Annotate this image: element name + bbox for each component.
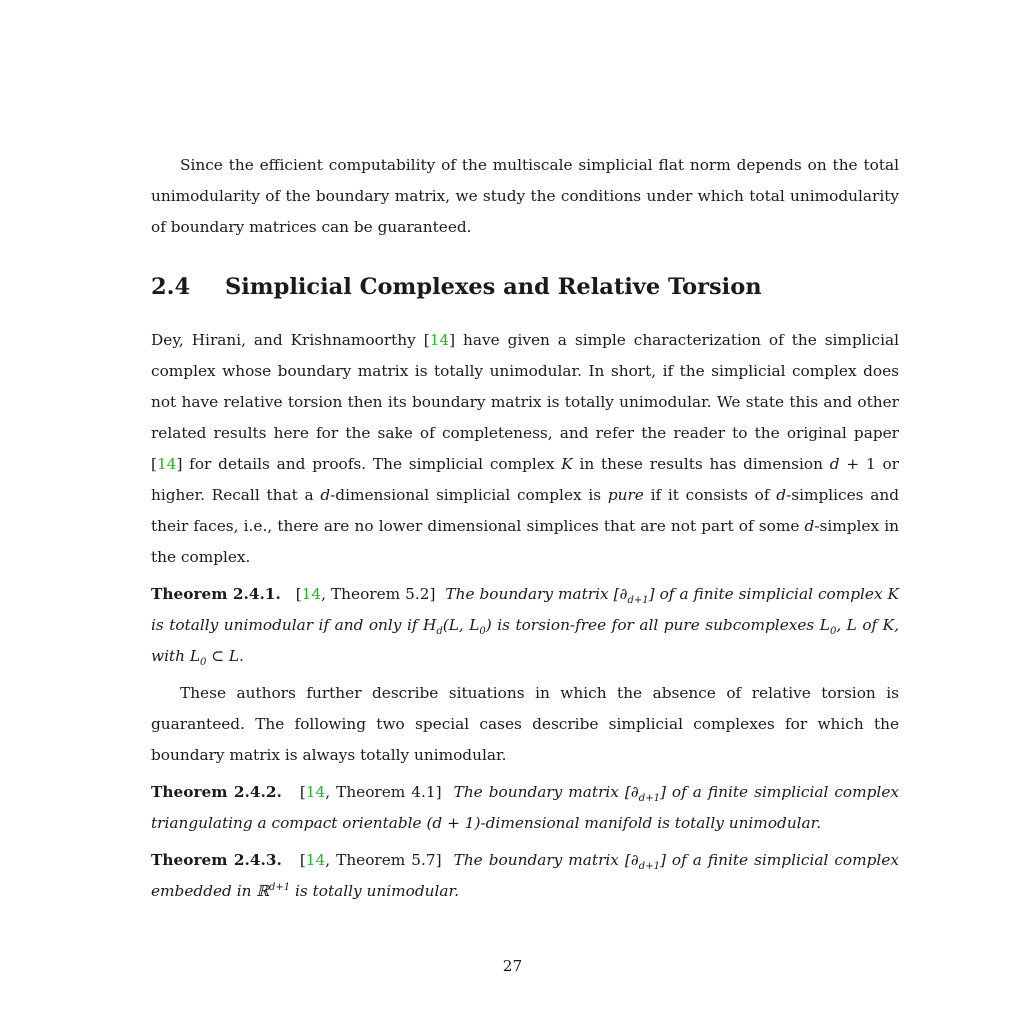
citation-link[interactable]: 14 bbox=[429, 331, 450, 349]
theorem-label: Theorem 2.4.2. bbox=[151, 783, 282, 801]
citation-link[interactable]: 14 bbox=[156, 455, 177, 473]
page-body bbox=[151, 150, 899, 907]
intro-paragraph: Since the efficient computability of the multiscale simplicial flat norm depends on the total unimodularity of the boundary matrix, we study the conditions under which total unimodularity of boundary matrices can be guaranteed. bbox=[151, 156, 899, 236]
theorem-2-4-2: Theorem 2.4.2. [14, Theorem 4.1] The boundary matrix $[\partial_{d+1}]$ of a finite simplicial complex triangulating a compact orientable (d + 1)-dimensional manifold is totally unimodular. bbox=[151, 783, 900, 832]
theorem-statement: The boundary matrix $[\partial_{d+1}]$ of a finite simplicial complex embedded in ℝ$^{d+1}$ is totally unimodular. bbox=[151, 851, 900, 900]
section-heading bbox=[151, 271, 899, 303]
body-paragraph: These authors further describe situations in which the absence of relative torsion is guaranteed. The following two special cases describe simplicial complexes for which the boundary matrix is always totally unimodular. bbox=[151, 684, 899, 764]
citation-link[interactable]: 14 bbox=[301, 585, 322, 603]
theorem-label: Theorem 2.4.3. bbox=[151, 851, 282, 869]
theorem-2-4-3: Theorem 2.4.3. [14, Theorem 5.7] The boundary matrix $[\partial_{d+1}]$ of a finite simplicial complex embedded in ℝ$^{d+1}$ is totally unimodular. bbox=[151, 851, 900, 900]
theorem-statement: The boundary matrix $[\partial_{d+1}]$ of a finite simplicial complex triangulating a compact orientable (d + 1)-dimensional manifold is totally unimodular. bbox=[151, 783, 900, 832]
citation-link[interactable]: 14 bbox=[305, 783, 326, 801]
citation-link[interactable]: 14 bbox=[305, 851, 326, 869]
theorem-2-4-1: Theorem 2.4.1. [14, Theorem 5.2] The boundary matrix $[\partial_{d+1}]$ of a finite simplicial complex K is totally unimodular if and only if $H_d(L$, $L_0$) is torsion-free for all pure subcomplexes $L_0$, L of K, with $L_0$ ⊂ L. bbox=[151, 585, 899, 669]
body-paragraph: Dey, Hirani, and Krishnamoorthy [14] have given a simple characterization of the simplicial complex whose boundary matrix is totally unimodular. In short, if the simplicial complex does not have relative torsion then its boundary matrix is totally unimodular. We state this and other related results here for the sake of completeness, and refer the reader to the original paper [14] for details and proofs. The simplicial complex K in these results has dimension d + 1 or higher. Recall that a d-dimensional simplicial complex is pure if it consists of d-simplices and their faces, i.e., there are no lower dimensional simplices that are not part of some d-simplex in the complex. bbox=[151, 331, 900, 566]
section-number: 2.4 bbox=[151, 274, 191, 300]
theorem-statement: The boundary matrix $[\partial_{d+1}]$ of a finite simplicial complex K is totally unimodular if and only if $H_d(L$, $L_0$) is torsion-free for all pure subcomplexes $L_0$, L of K, with $L_0$ ⊂ L. bbox=[151, 585, 899, 669]
theorem-label: Theorem 2.4.1. bbox=[151, 585, 281, 603]
pure-term: pure bbox=[607, 486, 644, 504]
page-number: 27 bbox=[502, 957, 523, 975]
section-title: Simplicial Complexes and Relative Torsion bbox=[225, 274, 762, 300]
